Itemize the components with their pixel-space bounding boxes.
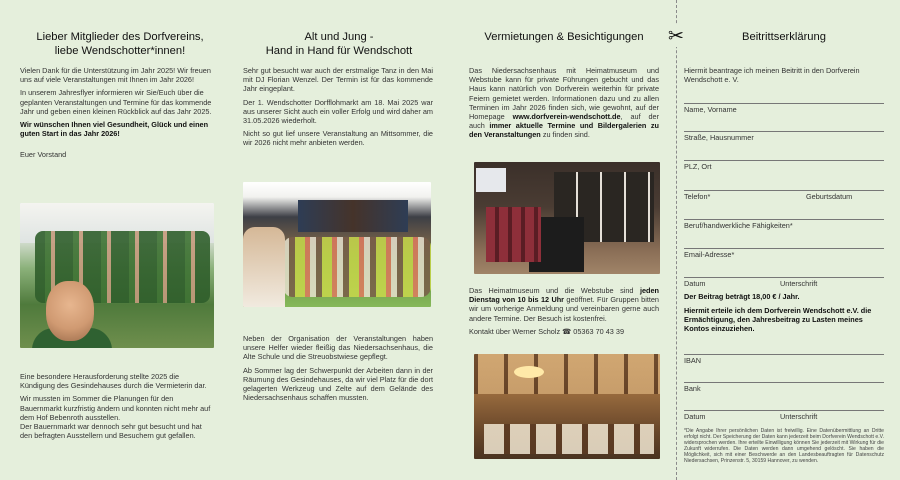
opening-hours: jeden Dienstag von 10 bis 12 Uhr [469, 286, 659, 305]
museum-paragraph: Das Heimatmuseum und die Webstube sind [469, 286, 634, 295]
email-field[interactable] [684, 248, 884, 259]
events-paragraph: Sehr gut besucht war auch der erstmalige Tanz in den Mai mit DJ Florian Wenzel. Der Termin ist für das kommende Jahr eingeplant. [243, 66, 433, 94]
work-paragraph: Ab Sommer lag der Schwerpunkt der Arbeiten dann in der Räumung des Gesindehauses, da wir viel Platz für die dort gelagerten Werkzeug und Zelte auf dem Gelände des Niedersachsenhaus schaffen mussten. [243, 365, 433, 403]
signature-label-2: Unterschrift [780, 412, 818, 421]
column-events [243, 0, 435, 480]
bank-field[interactable] [684, 382, 884, 393]
date-sign-field-2[interactable] [684, 410, 884, 421]
date-label: Datum [684, 279, 706, 288]
email-label: Email-Adresse* [684, 250, 735, 259]
review-paragraph: Eine besondere Herausforderung stellte 2025 die Kündigung des Gesindehauses durch die Vermieterin dar. [20, 372, 207, 391]
city-field[interactable] [684, 160, 884, 171]
phone-icon: ☎ [562, 326, 572, 336]
events-title-line2: Hand in Hand für Wendschott [265, 45, 413, 57]
welcome-title [20, 30, 220, 58]
phone-birth-field[interactable] [684, 190, 884, 201]
events-paragraph: Der 1. Wendschotter Dorfflohmarkt am 18. Mai 2025 war aus unserer Sicht auch ein voller Erfolg und wird daher am 31.05.2026 wiederholt. [243, 97, 433, 126]
form-title: Beitrittserklärung [742, 31, 826, 43]
date-sign-field[interactable] [684, 277, 884, 288]
review-paragraph: Wir mussten im Sommer die Planungen für den Bauernmarkt kurzfristig ändern und konnten nicht mehr auf dem Hof Bebenroth ausstellen. [20, 394, 211, 422]
job-label: Beruf/handwerkliche Fähigkeiten* [684, 221, 793, 230]
birthdate-label: Geburtsdatum [806, 192, 853, 201]
membership-form [684, 0, 884, 480]
events-text [243, 66, 433, 152]
welcome-text [20, 66, 214, 164]
column-welcome [20, 0, 220, 480]
dance-photo [243, 182, 431, 307]
rentals-paragraph: Das Niedersachsenhaus mit Heimatmuseum und Webstube kann für private Führungen gebucht und das Haus kann natürlich von Dorfverein weiterhin für private Feiern gemietet werden. Informationen dazu und zu allen Terminen im Jahr 2026 finden sich, wie gewohnt, auf der Homepage [469, 66, 659, 122]
bank-label: Bank [684, 384, 701, 393]
rentals-paragraph-cont: , auf der auch [469, 112, 660, 131]
rentals-text [469, 66, 659, 144]
events-title-line1: Alt und Jung - [304, 31, 374, 43]
bar-photo [474, 162, 660, 274]
street-label: Straße, Hausnummer [684, 133, 754, 142]
welcome-wishes: Wir wünschen Ihnen viel Gesundheit, Glück und einen guten Start in das Jahr 2026! [20, 120, 209, 139]
city-label: PLZ, Ort [684, 162, 712, 171]
events-paragraph: Nicht so gut lief unsere Veranstaltung an Mittsommer, die wir 2026 nicht mehr anbieten werden. [243, 129, 433, 148]
name-label: Name, Vorname [684, 105, 737, 114]
welcome-paragraph: In unserem Jahresflyer informieren wir Sie/Euch über die geplanten Veranstaltungen und Termine für das kommende Jahr und geben einen kleinen Rückblick auf das Jahr 2025. [20, 88, 212, 116]
privacy-fineprint: *Die Angabe Ihrer persönlichen Daten ist freiwillig. Eine Datenübermittlung an Dritte erfolgt nicht. Der Speicherung der Daten kann jederzeit beim Dorfverein Wendschott e.V. widersprochen werden. Ihre erteilte Einwilligung können Sie jederzeit mit Wirkung für die Zukunft widerrufen. Die Daten werden dann umgehend gelöscht. Sie haben die Möglichkeit, sich mit einer Beschwerde an den Landesbeauftragten für Datenschutz Niedersachsen, Prinzenstr. 5, 30159 Hannover, zu wenden. [684, 428, 884, 464]
welcome-title-line2: liebe Wendschotter*innen! [54, 45, 186, 57]
form-intro: Hiermit beantrage ich meinen Beitritt in den Dorfverein Wendschott e. V. [684, 66, 860, 85]
phone-label: Telefon* [684, 192, 711, 201]
iban-field[interactable] [684, 354, 884, 365]
cut-line [676, 0, 677, 480]
name-field[interactable] [684, 103, 884, 114]
column-rentals [469, 0, 659, 480]
rentals-title: Vermietungen & Besichtigungen [484, 31, 644, 43]
scissors-icon: ✂ [668, 25, 684, 47]
review-text [20, 372, 214, 444]
contact-phone[interactable]: 05363 70 43 39 [573, 326, 625, 336]
signature: Euer Vorstand [20, 150, 67, 160]
iban-label: IBAN [684, 356, 702, 365]
signature-label: Unterschrift [780, 279, 818, 288]
museum-text [469, 286, 659, 340]
job-field[interactable] [684, 219, 884, 230]
street-field[interactable] [684, 131, 884, 142]
work-text [243, 334, 433, 406]
date-label-2: Datum [684, 412, 706, 421]
rentals-paragraph-end: zu finden sind. [542, 130, 590, 140]
rentals-highlight: immer aktuelle Termine und Bildergalerien zu den Veranstaltungen [469, 121, 660, 140]
museum-photo [474, 354, 660, 459]
welcome-paragraph: Vielen Dank für die Unterstützung im Jahr 2025! Wir freuen uns auf viele Veranstaltungen mit Ihnen im Jahr 2026! [20, 66, 211, 85]
welcome-title-line1: Lieber Mitglieder des Dorfvereins, [36, 31, 204, 43]
group-photo [20, 203, 214, 348]
review-paragraph: Der Bauernmarkt war dennoch sehr gut besucht und hat den befragten Ausstellern und Besuchern gut gefallen. [20, 422, 202, 441]
events-title [243, 30, 435, 58]
work-paragraph: Neben der Organisation der Veranstaltungen haben unsere Helfer wieder fleißig das Niedersachsenhaus, die Alte Schule und die Streuobstwiese gepflegt. [243, 334, 433, 362]
mandate-text: Hiermit erteile ich dem Dorfverein Wendschott e.V. die Ermächtigung, den Jahresbeitrag zu Lasten meines Kontos einzuziehen. [684, 306, 872, 334]
homepage-link[interactable]: www.dorfverein-wendschott.de [512, 112, 621, 122]
museum-paragraph-cont: geöffnet. Für Gruppen bitten wir um vorherige Anmeldung und vereinbaren gerne auch andere Termine. Der Besuch ist kostenfrei. [469, 295, 659, 323]
contact-label: Kontakt über Werner Scholz [469, 326, 561, 336]
fee-text: Der Beitrag beträgt 18,00 € / Jahr. [684, 292, 800, 301]
